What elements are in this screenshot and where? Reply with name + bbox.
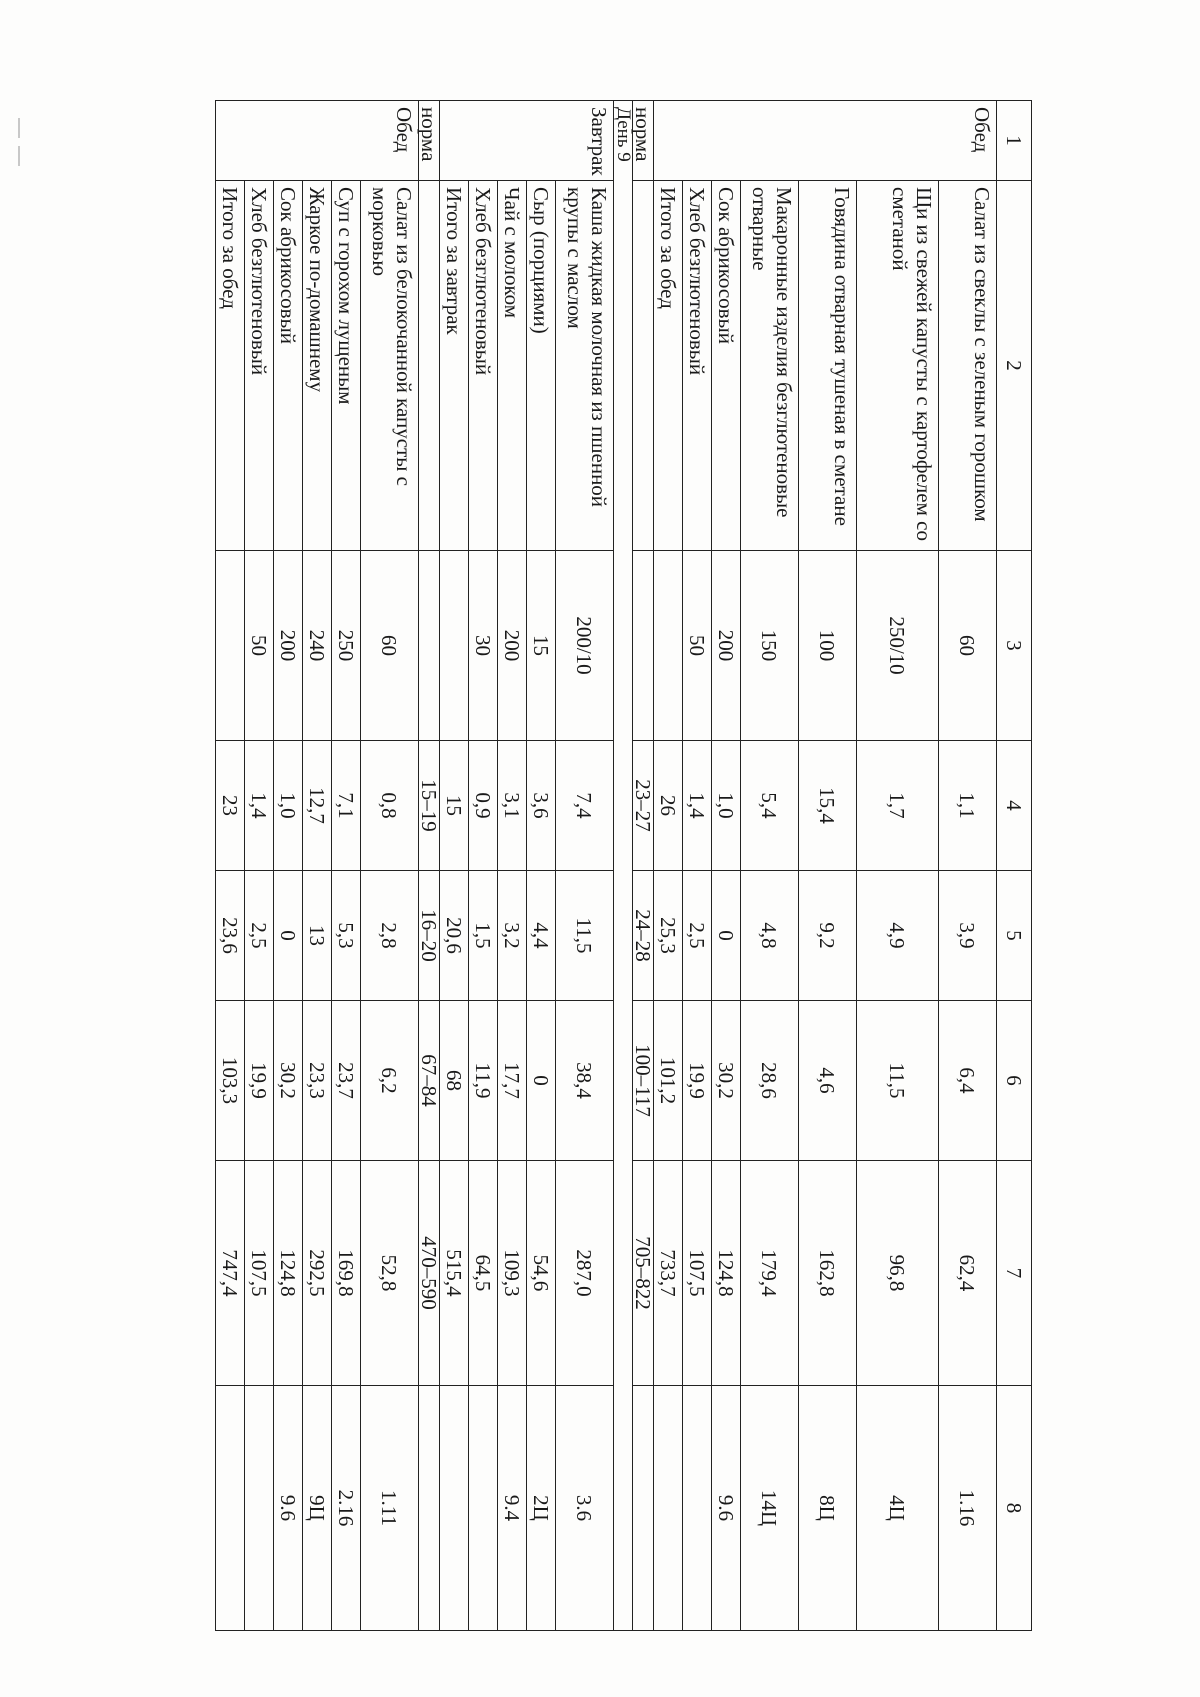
cell-portion — [633, 551, 654, 741]
cell-fat: 4,8 — [741, 871, 799, 1001]
cell-dish: Хлеб безглютеновый — [245, 181, 274, 551]
cell-energy: 287,0 — [556, 1161, 614, 1386]
cell-energy: 107,5 — [683, 1161, 712, 1386]
cell-carbs: 11,9 — [469, 1001, 498, 1161]
column-number: 2 — [997, 181, 1032, 551]
total-row — [654, 101, 683, 1631]
cell-protein: 1,1 — [939, 741, 997, 871]
cell-recipe: 9Ц — [303, 1386, 332, 1631]
cell-dish: Хлеб безглютеновый — [683, 181, 712, 551]
total-carbs: 101,2 — [654, 1001, 683, 1161]
meal-cell: Обед — [216, 101, 419, 181]
total-label: Итого за обед — [216, 181, 245, 551]
cell-fat: 2,8 — [361, 871, 419, 1001]
cell-dish: Хлеб безглютеновый — [469, 181, 498, 551]
column-number: 4 — [997, 741, 1032, 871]
cell-fat: 13 — [303, 871, 332, 1001]
total-fat: 25,3 — [654, 871, 683, 1001]
day-separator-row — [614, 101, 633, 1631]
cell-carbs: 23,7 — [332, 1001, 361, 1161]
norm-carbs: 100–117 — [633, 1001, 654, 1161]
cell-portion — [419, 551, 440, 741]
cell-fat: 11,5 — [556, 871, 614, 1001]
cell-energy: 54,6 — [527, 1161, 556, 1386]
cell-protein: 15,4 — [799, 741, 857, 871]
cell-energy: 109,3 — [498, 1161, 527, 1386]
cell-portion: 200 — [712, 551, 741, 741]
cell-fat: 3,9 — [939, 871, 997, 1001]
cell-portion: 15 — [527, 551, 556, 741]
cell-recipe: 8Ц — [799, 1386, 857, 1631]
table-row — [245, 101, 274, 1631]
cell-recipe — [654, 1386, 683, 1631]
rotated-table-wrapper — [97, 100, 1032, 1630]
cell-dish: Сыр (порциями) — [527, 181, 556, 551]
norm-label: норма — [419, 101, 440, 181]
table-row — [498, 101, 527, 1631]
norm-fat: 24–28 — [633, 871, 654, 1001]
cell-fat: 9,2 — [799, 871, 857, 1001]
cell-recipe: 9.4 — [498, 1386, 527, 1631]
cell-energy: 169,8 — [332, 1161, 361, 1386]
norm-energy: 470–590 — [419, 1161, 440, 1386]
total-carbs: 103,3 — [216, 1001, 245, 1161]
cell-dish: Каша жидкая молочная из пшенной крупы с маслом — [556, 181, 614, 551]
day-label: День 9 — [614, 101, 633, 1631]
cell-protein: 1,0 — [712, 741, 741, 871]
table-row — [939, 101, 997, 1631]
total-label: Итого за завтрак — [440, 181, 469, 551]
norm-carbs: 67–84 — [419, 1001, 440, 1161]
cell-carbs: 6,4 — [939, 1001, 997, 1161]
cell-energy: 292,5 — [303, 1161, 332, 1386]
cell-recipe — [216, 1386, 245, 1631]
cell-recipe: 3.6 — [556, 1386, 614, 1631]
cell-dish: Говядина отварная тушеная в сметане — [799, 181, 857, 551]
cell-recipe: 2.16 — [332, 1386, 361, 1631]
cell-energy: 124,8 — [274, 1161, 303, 1386]
total-label: Итого за обед — [654, 181, 683, 551]
cell-energy: 179,4 — [741, 1161, 799, 1386]
cell-dish: Сок абрикосовый — [712, 181, 741, 551]
cell-recipe: 9.6 — [274, 1386, 303, 1631]
total-fat: 20,6 — [440, 871, 469, 1001]
cell-dish: Макаронные изделия безглютеновые отварные — [741, 181, 799, 551]
column-number-row — [997, 101, 1032, 1631]
table-row — [361, 101, 419, 1631]
cell-portion: 30 — [469, 551, 498, 741]
total-protein: 15 — [440, 741, 469, 871]
cell-fat: 0 — [274, 871, 303, 1001]
binder-mark — [18, 118, 20, 138]
cell-portion — [440, 551, 469, 741]
cell-recipe — [245, 1386, 274, 1631]
menu-table-body — [216, 101, 1032, 1631]
cell-fat: 5,3 — [332, 871, 361, 1001]
cell-dish: Суп с горохом лущеным — [332, 181, 361, 551]
cell-protein: 0,9 — [469, 741, 498, 871]
total-row — [216, 101, 245, 1631]
column-number: 3 — [997, 551, 1032, 741]
cell-protein: 1,4 — [245, 741, 274, 871]
cell-recipe: 4Ц — [857, 1386, 939, 1631]
cell-fat: 4,9 — [857, 871, 939, 1001]
table-row — [712, 101, 741, 1631]
column-number: 6 — [997, 1001, 1032, 1161]
table-row — [556, 101, 614, 1631]
cell-protein: 5,4 — [741, 741, 799, 871]
cell-carbs: 30,2 — [274, 1001, 303, 1161]
cell-recipe: 2Ц — [527, 1386, 556, 1631]
cell-portion: 150 — [741, 551, 799, 741]
cell-fat: 3,2 — [498, 871, 527, 1001]
total-protein: 26 — [654, 741, 683, 871]
norm-label: норма — [633, 101, 654, 181]
cell-recipe — [419, 1386, 440, 1631]
cell-portion: 60 — [939, 551, 997, 741]
table-row — [799, 101, 857, 1631]
cell-recipe: 1.16 — [939, 1386, 997, 1631]
cell-fat: 2,5 — [245, 871, 274, 1001]
cell-portion — [216, 551, 245, 741]
norm-row — [419, 101, 440, 1631]
cell-recipe: 1.11 — [361, 1386, 419, 1631]
table-row — [683, 101, 712, 1631]
cell-protein: 12,7 — [303, 741, 332, 871]
cell-portion: 50 — [245, 551, 274, 741]
cell-portion: 200 — [274, 551, 303, 741]
table-row — [857, 101, 939, 1631]
menu-table — [215, 100, 1032, 1631]
cell-dish — [633, 181, 654, 551]
cell-carbs: 19,9 — [683, 1001, 712, 1161]
norm-protein: 23–27 — [633, 741, 654, 871]
cell-energy: 124,8 — [712, 1161, 741, 1386]
cell-energy: 62,4 — [939, 1161, 997, 1386]
table-row — [741, 101, 799, 1631]
cell-portion: 50 — [683, 551, 712, 741]
cell-carbs: 28,6 — [741, 1001, 799, 1161]
table-row — [469, 101, 498, 1631]
cell-carbs: 0 — [527, 1001, 556, 1161]
cell-recipe — [633, 1386, 654, 1631]
cell-recipe: 14Ц — [741, 1386, 799, 1631]
cell-portion: 60 — [361, 551, 419, 741]
cell-carbs: 38,4 — [556, 1001, 614, 1161]
cell-fat: 1,5 — [469, 871, 498, 1001]
cell-carbs: 6,2 — [361, 1001, 419, 1161]
total-energy: 515,4 — [440, 1161, 469, 1386]
column-number: 1 — [997, 101, 1032, 181]
cell-energy: 107,5 — [245, 1161, 274, 1386]
cell-energy: 52,8 — [361, 1161, 419, 1386]
column-number: 5 — [997, 871, 1032, 1001]
cell-dish: Чай с молоком — [498, 181, 527, 551]
cell-dish: Жаркое по-домашнему — [303, 181, 332, 551]
norm-row — [633, 101, 654, 1631]
total-fat: 23,6 — [216, 871, 245, 1001]
norm-energy: 705–822 — [633, 1161, 654, 1386]
cell-energy: 162,8 — [799, 1161, 857, 1386]
cell-dish — [419, 181, 440, 551]
cell-carbs: 4,6 — [799, 1001, 857, 1161]
meal-cell: Обед — [654, 101, 997, 181]
cell-fat: 0 — [712, 871, 741, 1001]
total-energy: 747,4 — [216, 1161, 245, 1386]
cell-recipe — [440, 1386, 469, 1631]
cell-recipe — [683, 1386, 712, 1631]
table-row — [303, 101, 332, 1631]
binder-mark — [18, 146, 20, 166]
total-row — [440, 101, 469, 1631]
total-energy: 733,7 — [654, 1161, 683, 1386]
table-row — [274, 101, 303, 1631]
cell-portion: 250 — [332, 551, 361, 741]
table-row — [332, 101, 361, 1631]
cell-energy: 64,5 — [469, 1161, 498, 1386]
cell-portion: 200/10 — [556, 551, 614, 741]
cell-portion: 250/10 — [857, 551, 939, 741]
cell-dish: Сок абрикосовый — [274, 181, 303, 551]
cell-carbs: 17,7 — [498, 1001, 527, 1161]
cell-dish: Салат из белокочанной капусты с морковью — [361, 181, 419, 551]
cell-protein: 1,4 — [683, 741, 712, 871]
cell-protein: 3,6 — [527, 741, 556, 871]
cell-fat: 4,4 — [527, 871, 556, 1001]
total-carbs: 68 — [440, 1001, 469, 1161]
cell-portion: 100 — [799, 551, 857, 741]
total-protein: 23 — [216, 741, 245, 871]
cell-carbs: 11,5 — [857, 1001, 939, 1161]
cell-fat: 2,5 — [683, 871, 712, 1001]
cell-recipe — [469, 1386, 498, 1631]
cell-carbs: 19,9 — [245, 1001, 274, 1161]
cell-recipe: 9.6 — [712, 1386, 741, 1631]
cell-dish: Салат из свеклы с зеленым горошком — [939, 181, 997, 551]
cell-carbs: 30,2 — [712, 1001, 741, 1161]
column-number: 8 — [997, 1386, 1032, 1631]
cell-dish: Щи из свежей капусты с картофелем со сметаной — [857, 181, 939, 551]
cell-portion: 240 — [303, 551, 332, 741]
meal-cell: Завтрак — [440, 101, 614, 181]
cell-protein: 7,1 — [332, 741, 361, 871]
norm-protein: 15–19 — [419, 741, 440, 871]
cell-carbs: 23,3 — [303, 1001, 332, 1161]
cell-protein: 1,0 — [274, 741, 303, 871]
cell-portion: 200 — [498, 551, 527, 741]
cell-protein: 7,4 — [556, 741, 614, 871]
norm-fat: 16–20 — [419, 871, 440, 1001]
cell-protein: 0,8 — [361, 741, 419, 871]
table-row — [527, 101, 556, 1631]
cell-energy: 96,8 — [857, 1161, 939, 1386]
cell-protein: 1,7 — [857, 741, 939, 871]
cell-portion — [654, 551, 683, 741]
column-number: 7 — [997, 1161, 1032, 1386]
cell-protein: 3,1 — [498, 741, 527, 871]
